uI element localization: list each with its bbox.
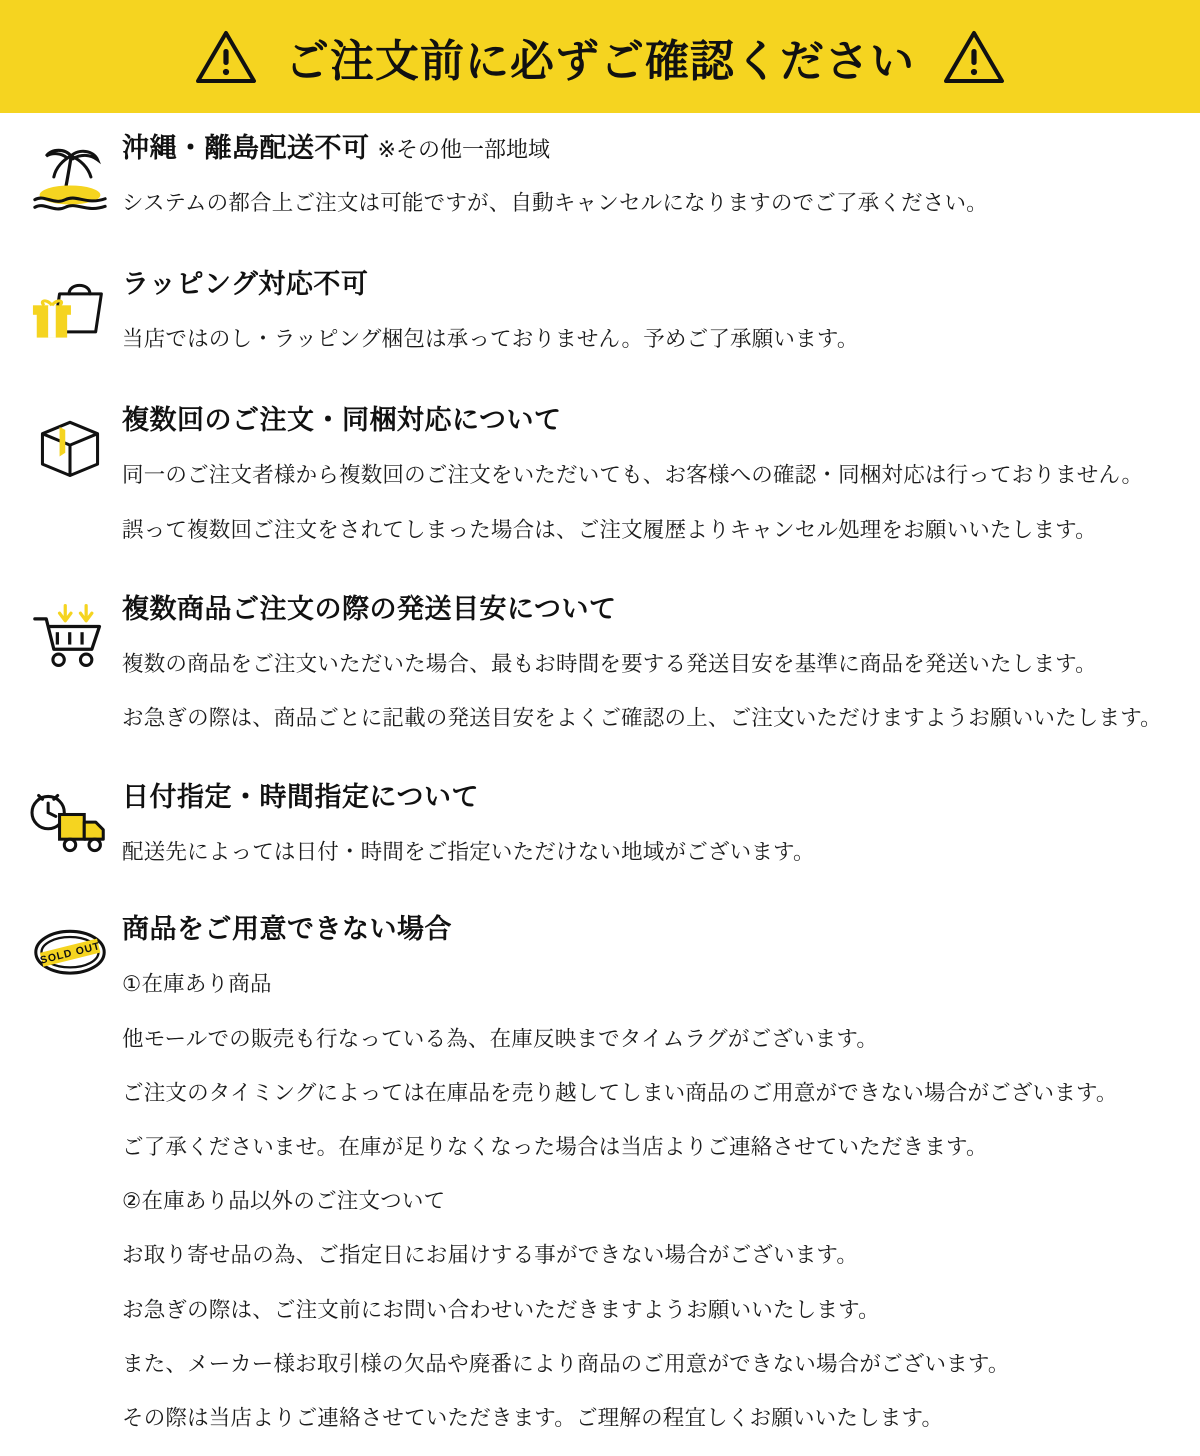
section-line: ②在庫あり品以外のご注文ついて: [122, 1189, 446, 1214]
island-palm-icon: [18, 131, 122, 213]
delivery-truck-clock-icon: [18, 780, 122, 862]
section-line: その際は当店よりご連絡させていただきます。ご理解の程宜しくお願いいたします。: [122, 1405, 944, 1430]
warning-triangle-icon: [943, 29, 1005, 85]
section-date-time: [0, 780, 1200, 890]
page-title: ご注文前に必ずご確認ください: [285, 36, 915, 86]
section-okinawa: [0, 131, 1200, 241]
section-title-main: ラッピング対応不可: [122, 269, 369, 300]
section-title-main: 複数商品ご注文の際の発送目安について: [122, 593, 617, 624]
section-line: また、メーカー様お取引様の欠品や廃番により商品のご用意ができない場合がございます。: [122, 1351, 1010, 1376]
section-line: 誤って複数回ご注文をされてしまった場合は、ご注文履歴よりキャンセル処理をお願いいたします。: [122, 517, 1097, 542]
section-out-of-stock: [0, 912, 1200, 1456]
section-line: 配送先によっては日付・時間をご指定いただけない地域がございます。: [122, 840, 815, 865]
section-title: [122, 403, 1174, 438]
section-title: [122, 592, 1174, 627]
section-wrapping: [0, 267, 1200, 377]
shopping-cart-icon: [18, 592, 122, 674]
section-title-main: 複数回のご注文・同梱対応について: [122, 405, 562, 436]
section-line: お急ぎの際は、商品ごとに記載の発送目安をよくご確認の上、ご注文いただけますようお願いいたします。: [122, 706, 1162, 731]
section-title: [122, 267, 1174, 302]
section-shipping-estimate: [0, 592, 1200, 756]
notice-sections: [0, 113, 1200, 1456]
section-line: お急ぎの際は、ご注文前にお問い合わせいただきますようお願いいたします。: [122, 1297, 880, 1322]
section-line: 同一のご注文者様から複数回のご注文をいただいても、お客様への確認・同梱対応は行っておりません。: [122, 463, 1144, 488]
section-title: [122, 131, 1174, 166]
section-multiple-orders: [0, 403, 1200, 567]
section-line: 当店ではのし・ラッピング梱包は承っておりません。予めご了承願います。: [122, 327, 859, 352]
section-line: ご注文のタイミングによっては在庫品を売り越してしまい商品のご用意ができない場合がございます。: [122, 1080, 1118, 1105]
section-title-sub: ※その他一部地域: [377, 137, 550, 162]
section-line: ①在庫あり商品: [122, 972, 272, 997]
section-line: 他モールでの販売も行なっている為、在庫反映までタイムラグがございます。: [122, 1026, 879, 1051]
warning-triangle-icon: [195, 29, 257, 85]
section-title-main: 沖縄・離島配送不可: [122, 133, 370, 163]
section-title: [122, 912, 1174, 947]
cardboard-box-icon: [18, 403, 122, 485]
section-title-main: 日付指定・時間指定について: [122, 782, 479, 813]
section-line: ご了承くださいませ。在庫が足りなくなった場合は当店よりご連絡させていただきます。: [122, 1135, 988, 1159]
section-line: 複数の商品をご注文いただいた場合、最もお時間を要する発送目安を基準に商品を発送いたします。: [122, 651, 1097, 676]
section-title-main: 商品をご用意できない場合: [122, 914, 452, 945]
section-title: [122, 780, 1174, 815]
gift-bag-icon: [18, 267, 122, 349]
section-line: お取り寄せ品の為、ご指定日にお届けする事ができない場合がございます。: [122, 1243, 859, 1268]
section-line: システムの都合上ご注文は可能ですが、自動キャンセルになりますのでご了承ください。: [122, 191, 988, 216]
svg-text:SOLD OUT: SOLD OUT: [39, 941, 102, 968]
sold-out-stamp-icon: [18, 912, 122, 994]
page-banner: [0, 0, 1200, 113]
